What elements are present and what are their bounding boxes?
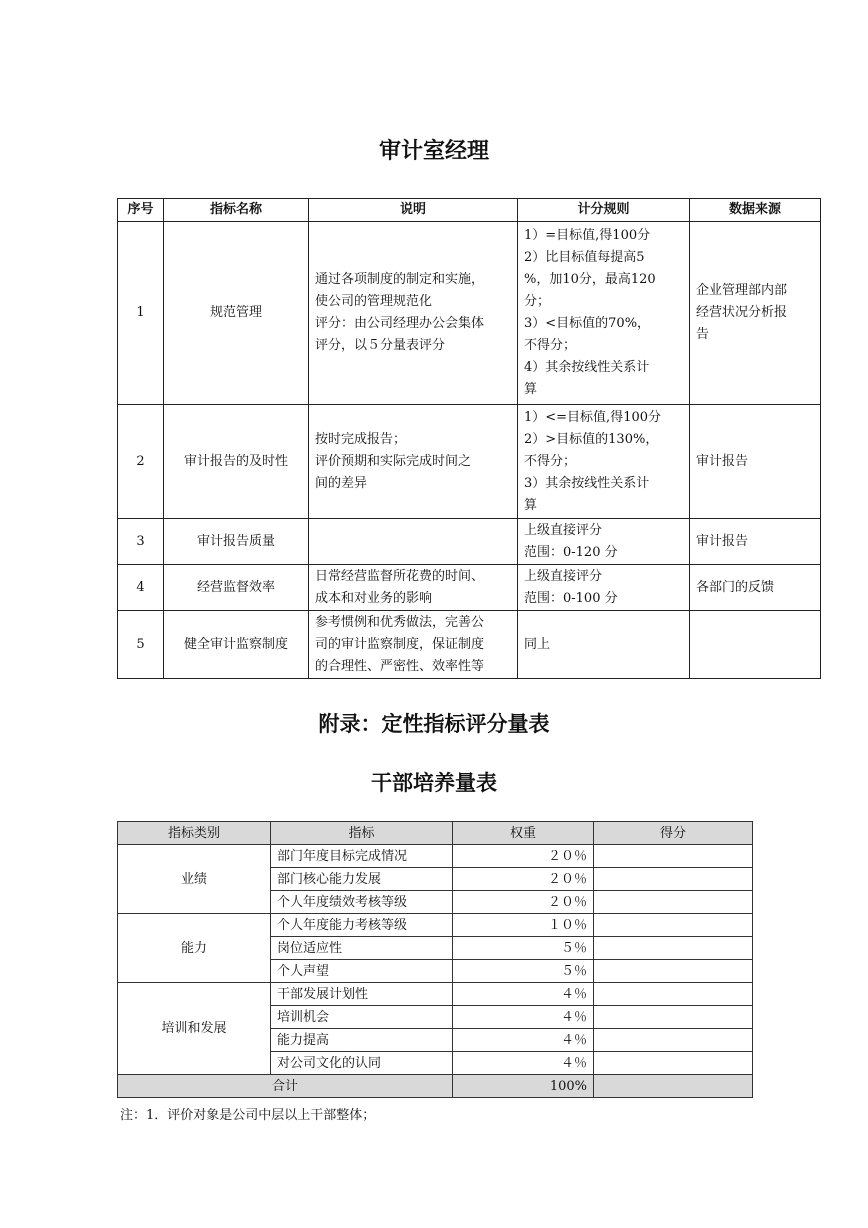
- table-row: [118, 405, 821, 519]
- indicator-cell: 部门年度目标完成情况: [271, 845, 453, 868]
- indicator-desc-line: 使公司的管理规范化: [315, 294, 433, 309]
- header-score: 得分: [594, 822, 753, 845]
- score-cell[interactable]: [594, 891, 753, 914]
- data-source: [690, 405, 821, 519]
- indicator-cell: 部门核心能力发展: [271, 868, 453, 891]
- data-source: [690, 565, 821, 611]
- category-cell: 业绩: [118, 845, 271, 914]
- scoring-rule-line: 4）其余按线性关系计: [524, 360, 650, 375]
- table-row: [118, 222, 821, 405]
- indicator-name: 审计报告的及时性: [164, 405, 309, 519]
- indicator-desc-line: 参考惯例和优秀做法，完善公: [315, 614, 485, 630]
- footnote: 注：1．评价对象是公司中层以上干部整体；: [120, 1108, 376, 1123]
- score-cell[interactable]: [594, 960, 753, 983]
- table-row: [118, 565, 821, 611]
- data-source-line: 各部门的反馈: [696, 579, 775, 595]
- total-score: [594, 1075, 753, 1098]
- indicator-desc-line: 评分：由公司经理办公会集体: [315, 316, 485, 331]
- row-number: 5: [118, 611, 164, 679]
- row-number: 4: [118, 565, 164, 611]
- score-cell[interactable]: [594, 914, 753, 937]
- header-source: 数据来源: [690, 199, 821, 222]
- weight-cell: ４％: [453, 1052, 594, 1075]
- scoring-rule-line: %，加10分，最高120: [524, 272, 656, 287]
- weight-cell: ４％: [453, 1006, 594, 1029]
- indicator-name: 审计报告质量: [164, 519, 309, 565]
- indicator-desc-line: 评分，以５分量表评分: [315, 338, 446, 353]
- data-source-line: 审计报告: [696, 453, 749, 469]
- score-cell[interactable]: [594, 1006, 753, 1029]
- indicator-cell: 对公司文化的认同: [271, 1052, 453, 1075]
- score-cell[interactable]: [594, 1029, 753, 1052]
- scoring-rule-line: 算: [524, 497, 538, 513]
- scoring-rule: [518, 565, 690, 611]
- total-weight: 100%: [453, 1075, 594, 1098]
- kpi-table: [117, 198, 821, 679]
- table-row: [118, 519, 821, 565]
- table-row: [118, 914, 753, 937]
- indicator-desc-line: 评价预期和实际完成时间之: [315, 453, 472, 469]
- header-indicator: 指标: [271, 822, 453, 845]
- weight-cell: ４％: [453, 1029, 594, 1052]
- total-label: 合计: [118, 1075, 453, 1098]
- data-source: [690, 519, 821, 565]
- scoring-rule-line: 同上: [524, 636, 551, 652]
- indicator-desc-line: 间的差异: [315, 475, 368, 491]
- weight-cell: １０％: [453, 914, 594, 937]
- header-weight: 权重: [453, 822, 594, 845]
- scoring-rule: [518, 222, 690, 405]
- indicator-desc: [309, 611, 518, 679]
- indicator-cell: 能力提高: [271, 1029, 453, 1052]
- scoring-rule: [518, 519, 690, 565]
- scoring-rule-line: 不得分；: [524, 338, 577, 353]
- indicator-cell: 个人声望: [271, 960, 453, 983]
- data-source-line: 企业管理部内部: [696, 283, 788, 298]
- scoring-rule-line: 上级直接评分: [524, 522, 603, 538]
- indicator-desc-line: 司的审计监察制度，保证制度: [315, 636, 485, 652]
- category-cell: 培训和发展: [118, 983, 271, 1075]
- row-number: 3: [118, 519, 164, 565]
- indicator-desc-line: 按时完成报告；: [315, 431, 407, 447]
- category-cell: 能力: [118, 914, 271, 983]
- indicator-cell: 培训机会: [271, 1006, 453, 1029]
- scoring-rule-line: 1）<=目标值,得100分: [524, 409, 662, 425]
- scoring-rule-line: 3）<目标值的70%，: [524, 316, 651, 331]
- weight-cell: ５％: [453, 960, 594, 983]
- header-category: 指标类别: [118, 822, 271, 845]
- scoring-rule-line: 算: [524, 382, 538, 397]
- total-row: [118, 1075, 753, 1098]
- scoring-rule-line: 分；: [524, 294, 551, 309]
- data-source-line: 告: [696, 327, 710, 342]
- header-rule: 计分规则: [518, 199, 690, 222]
- indicator-name: 经营监督效率: [164, 565, 309, 611]
- scale-header-row: [118, 822, 753, 845]
- row-number: 1: [118, 222, 164, 405]
- indicator-desc-line: 的合理性、严密性、效率性等: [315, 658, 485, 674]
- scoring-rule: [518, 611, 690, 679]
- scoring-rule-line: 2）比目标值每提高5: [524, 250, 645, 265]
- indicator-desc-line: 日常经营监督所花费的时间、: [315, 568, 485, 584]
- weight-cell: ５％: [453, 937, 594, 960]
- data-source-line: 审计报告: [696, 533, 749, 549]
- row-number: 2: [118, 405, 164, 519]
- scoring-rule-line: 2）>目标值的130%，: [524, 431, 659, 447]
- scoring-rule: [518, 405, 690, 519]
- page-title: 审计室经理: [378, 139, 489, 164]
- header-name: 指标名称: [164, 199, 309, 222]
- score-cell[interactable]: [594, 845, 753, 868]
- indicator-desc: [309, 222, 518, 405]
- scoring-rule-line: 不得分；: [524, 453, 577, 469]
- score-cell[interactable]: [594, 1052, 753, 1075]
- scale-title: 干部培养量表: [371, 771, 497, 795]
- indicator-cell: 岗位适应性: [271, 937, 453, 960]
- indicator-cell: 个人年度能力考核等级: [271, 914, 453, 937]
- indicator-name: 健全审计监察制度: [164, 611, 309, 679]
- score-cell[interactable]: [594, 868, 753, 891]
- data-source: [690, 611, 821, 679]
- indicator-cell: 个人年度绩效考核等级: [271, 891, 453, 914]
- indicator-desc: [309, 519, 518, 565]
- table-row: [118, 845, 753, 868]
- scale-table: [117, 821, 753, 1098]
- table-row: [118, 611, 821, 679]
- indicator-desc: [309, 405, 518, 519]
- data-source-line: 经营状况分析报: [696, 305, 788, 320]
- weight-cell: ２０％: [453, 868, 594, 891]
- score-cell[interactable]: [594, 937, 753, 960]
- scoring-rule-line: 范围：0-120 分: [524, 544, 618, 560]
- data-source: [690, 222, 821, 405]
- scoring-rule-line: 上级直接评分: [524, 568, 603, 584]
- indicator-cell: 干部发展计划性: [271, 983, 453, 1006]
- weight-cell: ２０％: [453, 891, 594, 914]
- scoring-rule-line: 范围：0-100 分: [524, 590, 618, 606]
- header-desc: 说明: [309, 199, 518, 222]
- scoring-rule-line: 1）=目标值,得100分: [524, 228, 651, 243]
- scoring-rule-line: 3）其余按线性关系计: [524, 475, 650, 491]
- table-row: [118, 983, 753, 1006]
- indicator-name: 规范管理: [164, 222, 309, 405]
- indicator-desc-line: 通过各项制度的制定和实施，: [315, 272, 485, 287]
- kpi-header-row: [118, 199, 821, 222]
- score-cell[interactable]: [594, 983, 753, 1006]
- appendix-title: 附录：定性指标评分量表: [318, 712, 550, 736]
- weight-cell: ４％: [453, 983, 594, 1006]
- indicator-desc: [309, 565, 518, 611]
- header-no: 序号: [118, 199, 164, 222]
- indicator-desc-line: 成本和对业务的影响: [315, 590, 433, 606]
- weight-cell: ２０％: [453, 845, 594, 868]
